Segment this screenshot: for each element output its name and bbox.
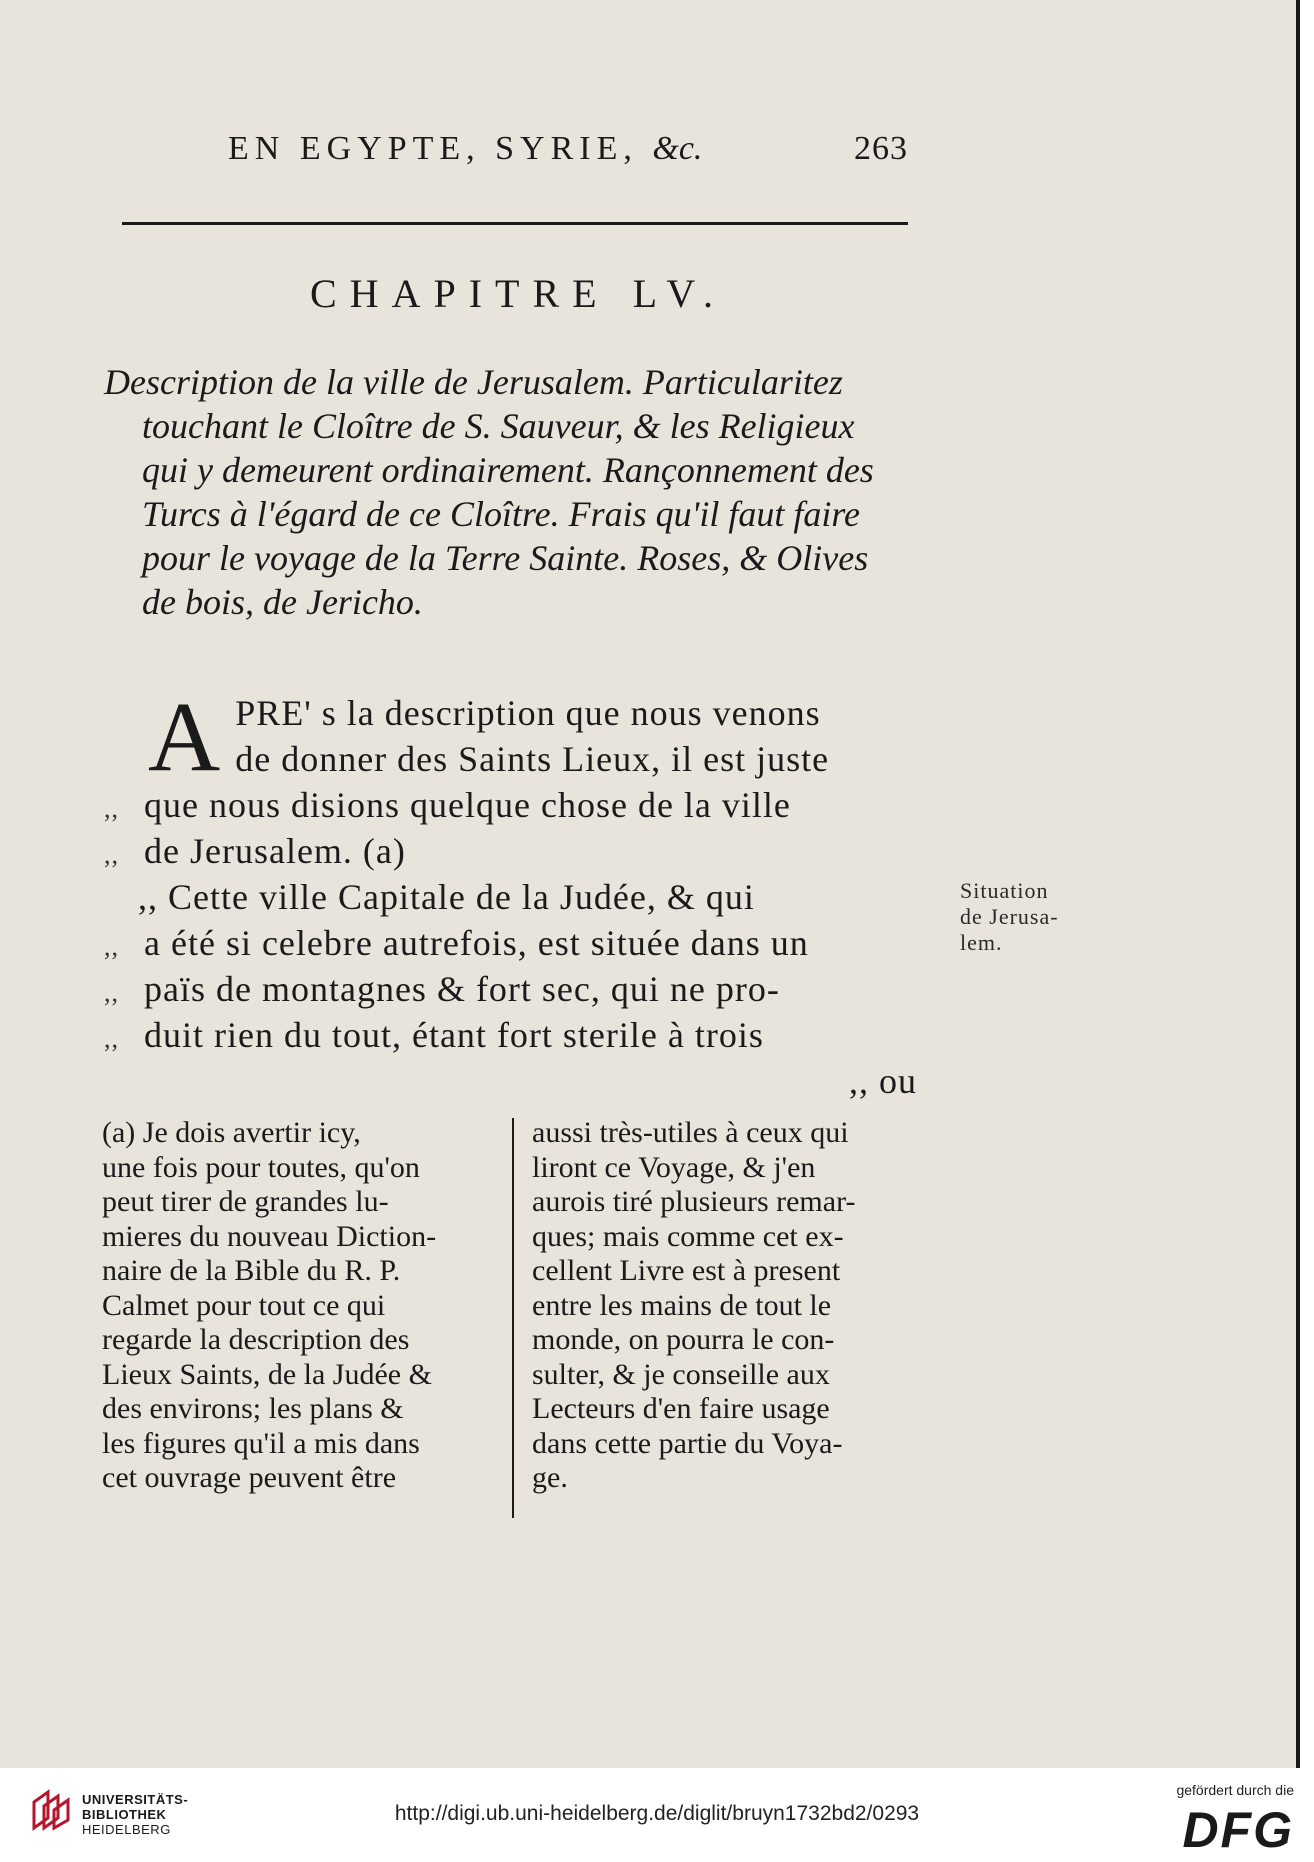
body-line-text: PRE' s la description que nous venons: [235, 693, 821, 733]
drop-cap: A: [148, 681, 222, 792]
permalink-url[interactable]: http://digi.ub.uni-heidelberg.de/diglit/bruyn1732bd2/0293: [394, 1802, 920, 1825]
footnote-line: ge.: [532, 1461, 568, 1494]
body-line-text: de Jerusalem. (a): [144, 831, 406, 871]
quote-mark: ,,: [104, 794, 119, 823]
footnote-line: regarde la description des: [102, 1323, 410, 1356]
quote-mark: ,,: [104, 840, 119, 869]
body-line: [104, 966, 917, 1012]
footnote-line: aurois tiré plusieurs remar-: [532, 1185, 856, 1218]
footnote-line: des environs; les plans &: [102, 1392, 404, 1425]
footnote-line: Lecteurs d'en faire usage: [532, 1392, 830, 1425]
summary-line: qui y demeurent ordinairement. Rançonnement des: [142, 450, 874, 490]
quote-mark: ,,: [104, 932, 119, 961]
footnote-line: Lieux Saints, de la Judée &: [102, 1357, 432, 1391]
footnote-line: dans cette partie du Voya-: [532, 1426, 843, 1460]
footnote-line: Calmet pour tout ce qui: [102, 1288, 386, 1322]
body-line-text: de donner des Saints Lieux, il est juste: [235, 739, 830, 779]
library-name-line: BIBLIOTHEK: [82, 1807, 167, 1822]
margin-note: [960, 878, 1090, 956]
library-name-line: HEIDELBERG: [82, 1822, 171, 1837]
summary-line: pour le voyage de la Terre Sainte. Roses, & Olives: [142, 538, 869, 578]
footnote-line: une fois pour toutes, qu'on: [102, 1150, 420, 1184]
footnote-line: cellent Livre est à present: [532, 1254, 841, 1287]
footnote-line: ques; mais comme cet ex-: [532, 1219, 844, 1253]
summary-line: touchant le Cloître de S. Sauveur, & les Religieux: [142, 406, 855, 446]
library-name-line: UNIVERSITÄTS-: [82, 1792, 189, 1807]
running-title-text: EN EGYPTE, SYRIE,: [228, 130, 638, 167]
footnote-line: peut tirer de grandes lu-: [102, 1185, 389, 1218]
footnote-line: monde, on pourra le con-: [532, 1323, 835, 1356]
body-line-text: a été si celebre autrefois, est située dans un: [144, 923, 809, 963]
body-line-text: ,, Cette ville Capitale de la Judée, & qui: [138, 877, 755, 917]
margin-note-line: de Jerusa-: [960, 904, 1059, 929]
body-line: [104, 874, 917, 920]
footnote-line: naire de la Bible du R. P.: [102, 1254, 401, 1287]
footnote-column-right: [532, 1116, 927, 1496]
running-etc: &c.: [652, 130, 703, 167]
running-header: [228, 130, 918, 180]
summary-line: de bois, de Jericho.: [142, 582, 423, 622]
quote-mark: ,,: [104, 978, 119, 1007]
footnote-line: sulter, & je conseille aux: [532, 1357, 830, 1391]
footnote-column-left: [102, 1116, 497, 1496]
footnote-line: cet ouvrage peuvent être: [102, 1461, 397, 1494]
running-title: [228, 130, 702, 168]
footnote-line: mieres du nouveau Diction-: [102, 1219, 437, 1253]
dfg-logo: DFG: [1182, 1802, 1294, 1858]
footnote-line: entre les mains de tout le: [532, 1288, 832, 1322]
chapter-summary: [104, 360, 929, 624]
summary-line: Description de la ville de Jerusalem. Particularitez: [104, 362, 843, 402]
chapter-title: CHAPITRE LV.: [310, 271, 727, 316]
page-number: 263: [854, 130, 908, 167]
body-line-text: que nous disions quelque chose de la ville: [144, 785, 791, 825]
body-line: [104, 782, 917, 828]
margin-note-line: Situation: [960, 878, 1049, 903]
footnote-line: les figures qu'il a mis dans: [102, 1426, 420, 1460]
margin-note-line: lem.: [960, 930, 1003, 955]
body-line-text: duit rien du tout, étant fort sterile à trois: [144, 1015, 764, 1055]
body-line: [104, 920, 917, 966]
viewer-footer: [0, 1768, 1314, 1862]
body-line: [104, 690, 917, 736]
footnote-line: aussi très-utiles à ceux qui: [532, 1116, 849, 1149]
funded-by-label: gefördert durch die: [1176, 1782, 1294, 1798]
header-rule: [122, 222, 908, 225]
body-line: [104, 828, 917, 874]
footnote-line: (a) Je dois avertir icy,: [102, 1116, 361, 1149]
quote-mark: ,,: [104, 1024, 119, 1053]
body-line-text: païs de montagnes & fort sec, qui ne pro-: [144, 969, 780, 1009]
footnote-divider: [512, 1118, 514, 1518]
catchword: ,, ou: [849, 1061, 917, 1101]
summary-line: Turcs à l'égard de ce Cloître. Frais qu'il faut faire: [142, 494, 861, 534]
body-text: [104, 681, 917, 1104]
footnote-line: liront ce Voyage, & j'en: [532, 1150, 816, 1184]
body-line: [104, 1012, 917, 1058]
body-line: [104, 736, 917, 782]
